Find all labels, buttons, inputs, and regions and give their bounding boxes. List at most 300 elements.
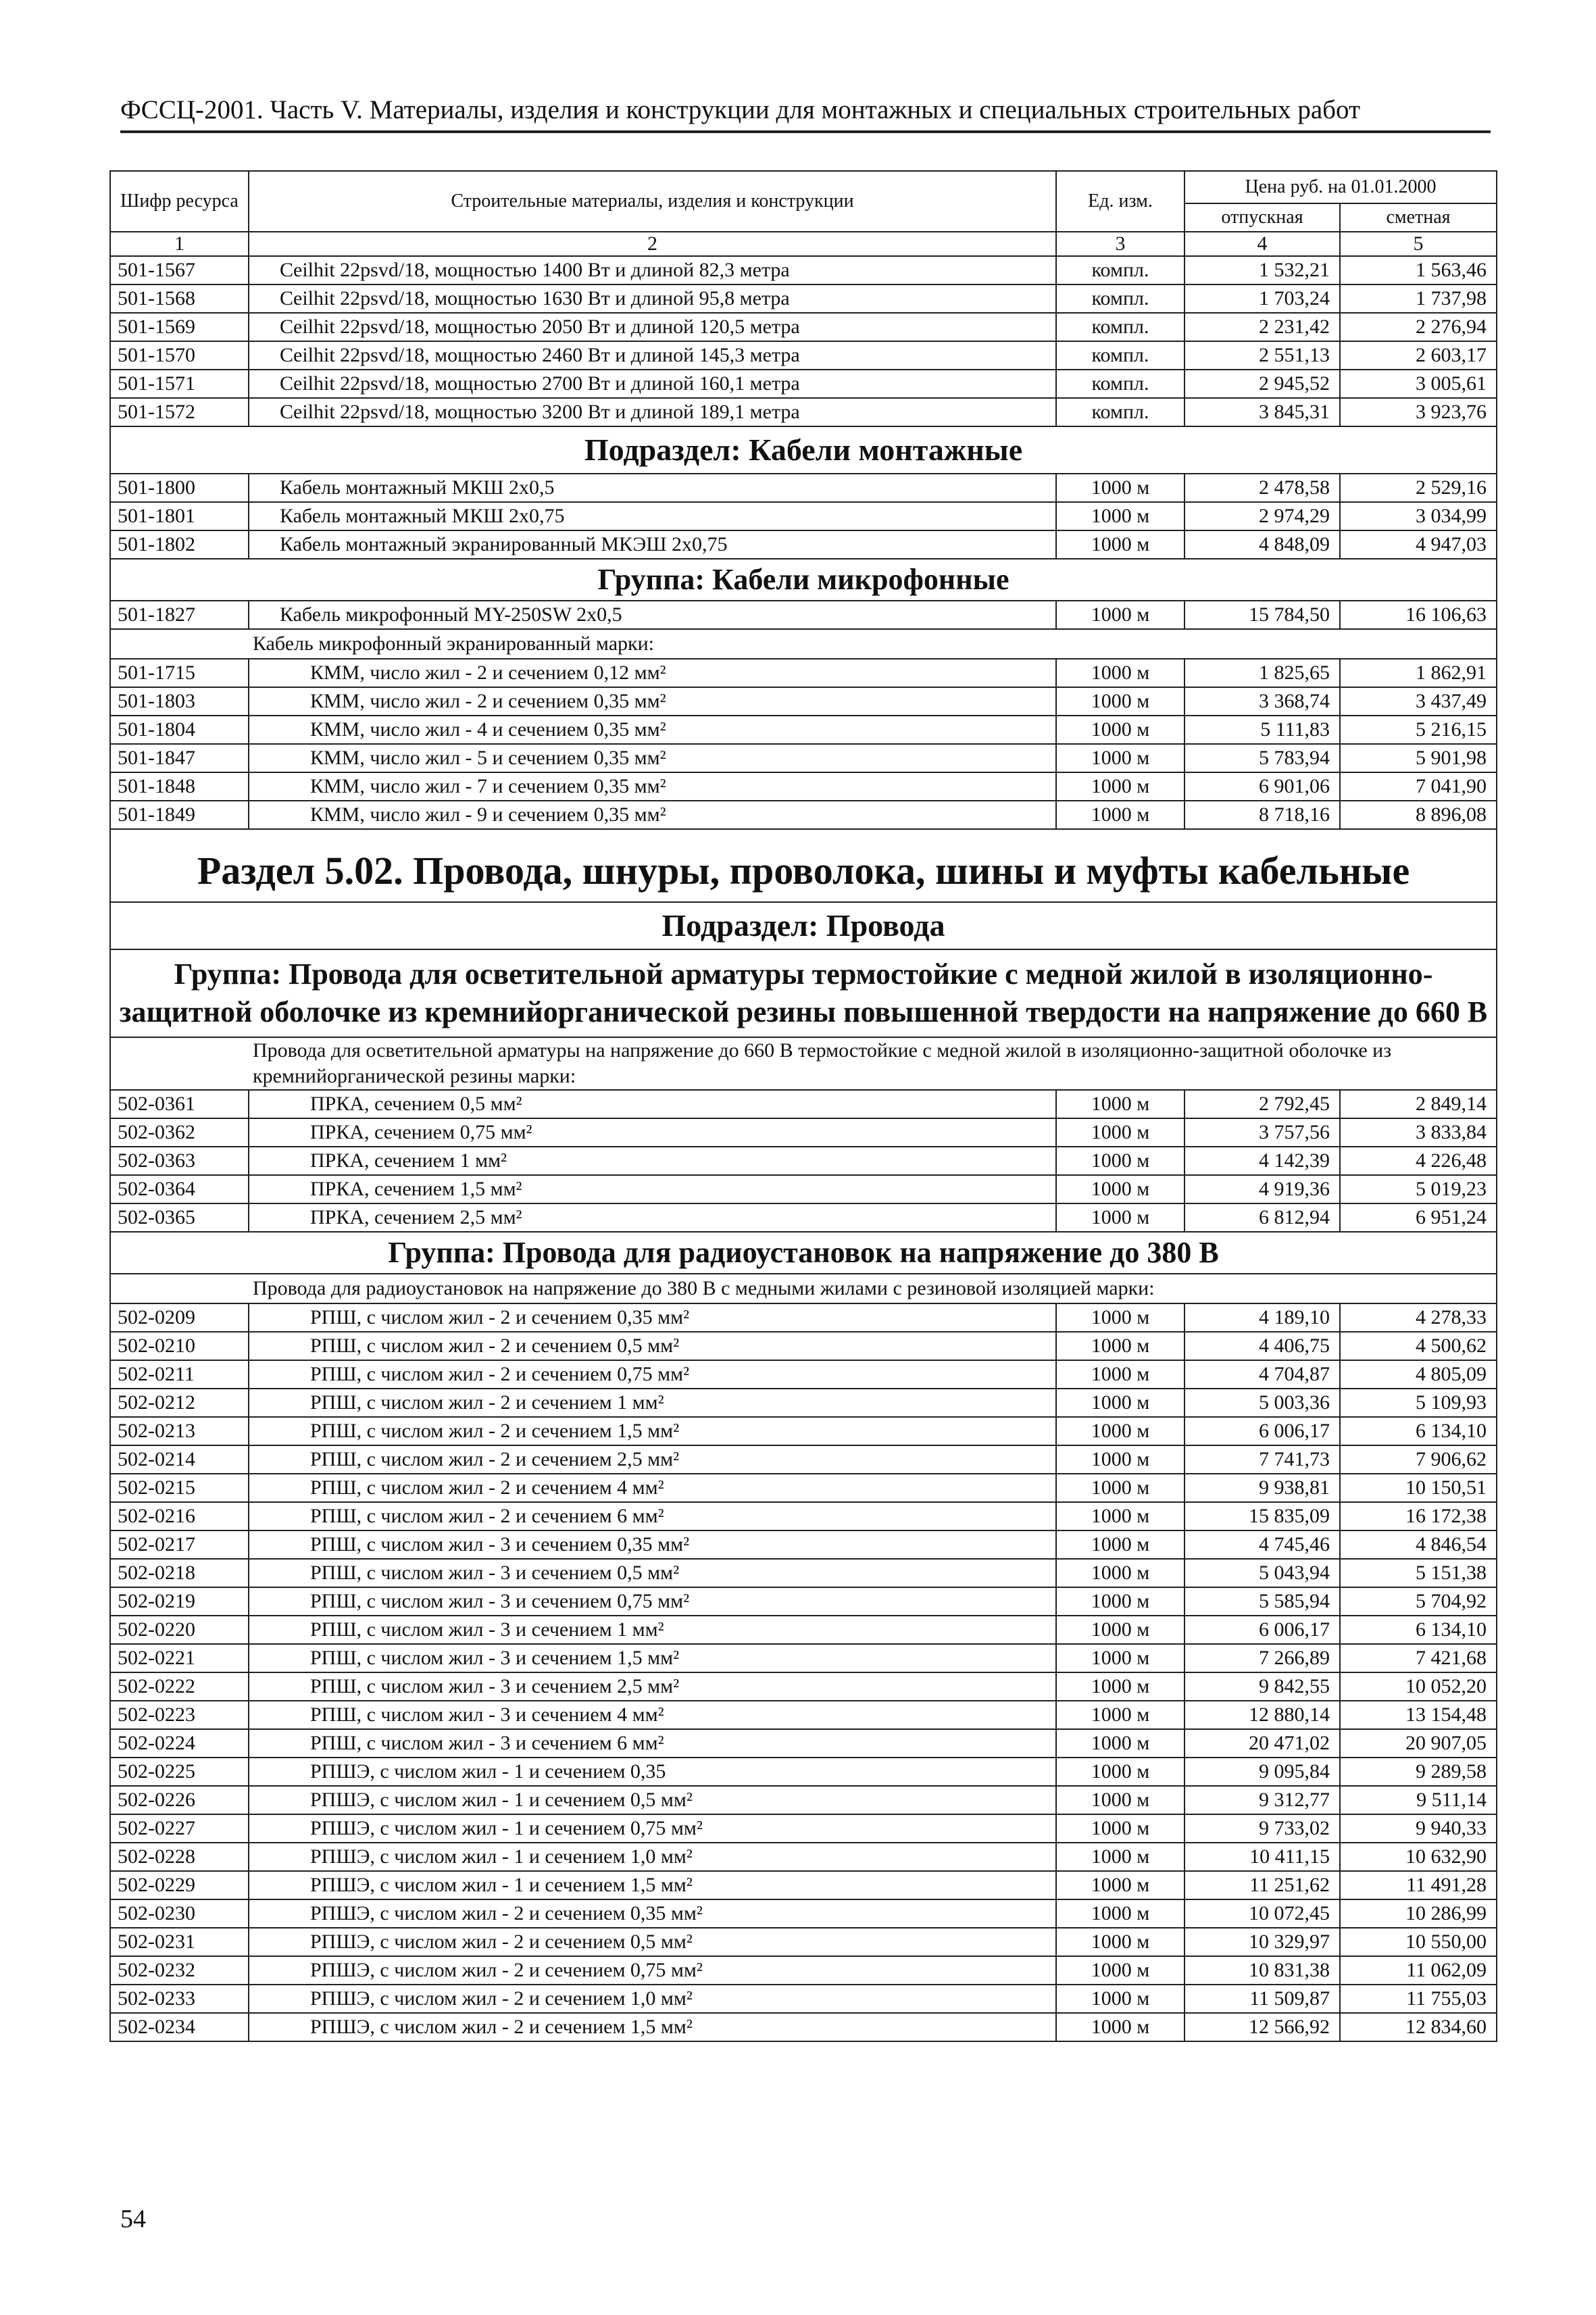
unit-of-measure: компл.	[1056, 256, 1184, 284]
material-name: ПРКА, сечением 1,5 мм²	[249, 1175, 1056, 1203]
resource-code: 502-0362	[110, 1118, 249, 1147]
release-price: 2 478,58	[1184, 474, 1340, 502]
note-text: Провода для осветительной арматуры на напряжение до 660 В термостойкие с медной жилой в изоляционно-защитной оболочке из кремнийорганической резины марки:	[110, 1037, 1497, 1090]
table-row	[110, 1090, 1497, 1118]
section-heading-row	[110, 829, 1497, 902]
estimate-price: 2 849,14	[1340, 1090, 1497, 1118]
resource-code: 502-0220	[110, 1616, 249, 1644]
material-name: РПШ, с числом жил - 3 и сечением 0,35 мм²	[249, 1530, 1056, 1559]
resource-code: 502-0225	[110, 1758, 249, 1786]
table-row	[110, 398, 1497, 426]
estimate-price: 13 154,48	[1340, 1701, 1497, 1729]
material-name: КММ, число жил - 4 и сечением 0,35 мм²	[249, 716, 1056, 744]
release-price: 15 784,50	[1184, 601, 1340, 629]
resource-code: 502-0223	[110, 1701, 249, 1729]
material-name: ПРКА, сечением 1 мм²	[249, 1147, 1056, 1175]
material-name: РПШ, с числом жил - 2 и сечением 6 мм²	[249, 1502, 1056, 1530]
material-name: РПШ, с числом жил - 3 и сечением 6 мм²	[249, 1729, 1056, 1758]
material-name: РПШЭ, с числом жил - 1 и сечением 1,5 мм²	[249, 1871, 1056, 1899]
table-row	[110, 1203, 1497, 1232]
unit-of-measure: 1000 м	[1056, 1090, 1184, 1118]
estimate-price: 4 500,62	[1340, 1332, 1497, 1360]
estimate-price: 7 421,68	[1340, 1644, 1497, 1672]
unit-of-measure: 1000 м	[1056, 1701, 1184, 1729]
resource-code: 501-1827	[110, 601, 249, 629]
unit-of-measure: 1000 м	[1056, 530, 1184, 559]
release-price: 2 974,29	[1184, 502, 1340, 530]
unit-of-measure: 1000 м	[1056, 1587, 1184, 1616]
unit-of-measure: компл.	[1056, 398, 1184, 426]
resource-code: 501-1802	[110, 530, 249, 559]
note-row	[110, 629, 1497, 659]
unit-of-measure: 1000 м	[1056, 1118, 1184, 1147]
material-name: КММ, число жил - 5 и сечением 0,35 мм²	[249, 744, 1056, 772]
resource-code: 502-0229	[110, 1871, 249, 1899]
release-price: 7 741,73	[1184, 1445, 1340, 1474]
material-name: Ceilhit 22psvd/18, мощностью 2050 Вт и длиной 120,5 метра	[249, 313, 1056, 341]
group-heading: Группа: Провода для осветительной арматуры термостойкие с медной жилой в изоляционно-защитной оболочке из кремнийорганической резины повышенной твердости на напряжение до 660 В	[110, 949, 1497, 1037]
release-price: 6 812,94	[1184, 1203, 1340, 1232]
material-name: Кабель монтажный МКШ 2х0,5	[249, 474, 1056, 502]
material-name: РПШЭ, с числом жил - 2 и сечением 1,5 мм²	[249, 2013, 1056, 2041]
release-price: 3 757,56	[1184, 1118, 1340, 1147]
unit-of-measure: 1000 м	[1056, 1729, 1184, 1758]
table-row	[110, 1899, 1497, 1928]
unit-of-measure: компл.	[1056, 284, 1184, 313]
release-price: 6 006,17	[1184, 1616, 1340, 1644]
estimate-price: 16 172,38	[1340, 1502, 1497, 1530]
table-row	[110, 1360, 1497, 1389]
release-price: 11 509,87	[1184, 1985, 1340, 2013]
unit-of-measure: 1000 м	[1056, 687, 1184, 716]
table-header-row	[110, 171, 1497, 203]
group-heading-row	[110, 559, 1497, 601]
release-price: 10 411,15	[1184, 1843, 1340, 1871]
material-name: РПШ, с числом жил - 3 и сечением 4 мм²	[249, 1701, 1056, 1729]
table-row	[110, 1644, 1497, 1672]
table-row	[110, 1147, 1497, 1175]
release-price: 3 845,31	[1184, 398, 1340, 426]
material-name: Ceilhit 22psvd/18, мощностью 2700 Вт и длиной 160,1 метра	[249, 370, 1056, 398]
resource-code: 502-0217	[110, 1530, 249, 1559]
table-row	[110, 772, 1497, 801]
material-name: КММ, число жил - 2 и сечением 0,12 мм²	[249, 659, 1056, 687]
table-row	[110, 1530, 1497, 1559]
resource-code: 502-0361	[110, 1090, 249, 1118]
table-row	[110, 601, 1497, 629]
resource-code: 502-0219	[110, 1587, 249, 1616]
estimate-price: 11 491,28	[1340, 1871, 1497, 1899]
release-price: 10 831,38	[1184, 1956, 1340, 1985]
unit-of-measure: 1000 м	[1056, 1928, 1184, 1956]
release-price: 12 880,14	[1184, 1701, 1340, 1729]
material-name: РПШ, с числом жил - 2 и сечением 4 мм²	[249, 1474, 1056, 1502]
resource-code: 502-0227	[110, 1814, 249, 1843]
estimate-price: 5 216,15	[1340, 716, 1497, 744]
subsection-heading-row	[110, 902, 1497, 949]
unit-of-measure: 1000 м	[1056, 1530, 1184, 1559]
release-price: 4 189,10	[1184, 1303, 1340, 1332]
unit-of-measure: 1000 м	[1056, 772, 1184, 801]
estimate-price: 1 737,98	[1340, 284, 1497, 313]
material-name: РПШ, с числом жил - 3 и сечением 1,5 мм²	[249, 1644, 1056, 1672]
resource-code: 502-0233	[110, 1985, 249, 2013]
release-price: 4 919,36	[1184, 1175, 1340, 1203]
table-row	[110, 1616, 1497, 1644]
table-row	[110, 1417, 1497, 1445]
release-price: 3 368,74	[1184, 687, 1340, 716]
resource-code: 502-0224	[110, 1729, 249, 1758]
table-row	[110, 1956, 1497, 1985]
unit-of-measure: 1000 м	[1056, 1843, 1184, 1871]
table-row	[110, 313, 1497, 341]
material-name: РПШЭ, с числом жил - 1 и сечением 0,35	[249, 1758, 1056, 1786]
release-price: 5 043,94	[1184, 1559, 1340, 1587]
table-row	[110, 502, 1497, 530]
note-text: Провода для радиоустановок на напряжение до 380 В с медными жилами с резиновой изоляцией марки:	[110, 1274, 1497, 1303]
release-price: 1 532,21	[1184, 256, 1340, 284]
estimate-price: 11 062,09	[1340, 1956, 1497, 1985]
unit-of-measure: 1000 м	[1056, 1332, 1184, 1360]
release-price: 9 842,55	[1184, 1672, 1340, 1701]
column-header-estimate: сметная	[1340, 203, 1497, 232]
table-row	[110, 659, 1497, 687]
estimate-price: 9 940,33	[1340, 1814, 1497, 1843]
estimate-price: 5 901,98	[1340, 744, 1497, 772]
estimate-price: 3 034,99	[1340, 502, 1497, 530]
release-price: 2 792,45	[1184, 1090, 1340, 1118]
material-name: РПШ, с числом жил - 2 и сечением 0,35 мм²	[249, 1303, 1056, 1332]
material-name: Ceilhit 22psvd/18, мощностью 2460 Вт и длиной 145,3 метра	[249, 341, 1056, 370]
material-name: КММ, число жил - 7 и сечением 0,35 мм²	[249, 772, 1056, 801]
unit-of-measure: 1000 м	[1056, 1502, 1184, 1530]
unit-of-measure: 1000 м	[1056, 1360, 1184, 1389]
estimate-price: 4 226,48	[1340, 1147, 1497, 1175]
unit-of-measure: 1000 м	[1056, 1644, 1184, 1672]
estimate-price: 2 529,16	[1340, 474, 1497, 502]
unit-of-measure: 1000 м	[1056, 1175, 1184, 1203]
material-name: Кабель микрофонный MY-250SW 2x0,5	[249, 601, 1056, 629]
table-row	[110, 284, 1497, 313]
estimate-price: 4 805,09	[1340, 1360, 1497, 1389]
column-number-row	[110, 232, 1497, 256]
estimate-price: 5 109,93	[1340, 1389, 1497, 1417]
section-heading: Раздел 5.02. Провода, шнуры, проволока, шины и муфты кабельные	[110, 829, 1497, 902]
resource-code: 501-1569	[110, 313, 249, 341]
estimate-price: 10 550,00	[1340, 1928, 1497, 1956]
release-price: 1 703,24	[1184, 284, 1340, 313]
estimate-price: 7 906,62	[1340, 1445, 1497, 1474]
material-name: ПРКА, сечением 0,5 мм²	[249, 1090, 1056, 1118]
unit-of-measure: 1000 м	[1056, 1899, 1184, 1928]
unit-of-measure: 1000 м	[1056, 1814, 1184, 1843]
estimate-price: 3 923,76	[1340, 398, 1497, 426]
resource-code: 502-0365	[110, 1203, 249, 1232]
release-price: 9 938,81	[1184, 1474, 1340, 1502]
estimate-price: 6 134,10	[1340, 1616, 1497, 1644]
resource-code: 502-0215	[110, 1474, 249, 1502]
unit-of-measure: 1000 м	[1056, 474, 1184, 502]
resource-code: 501-1804	[110, 716, 249, 744]
estimate-price: 5 019,23	[1340, 1175, 1497, 1203]
table-row	[110, 370, 1497, 398]
release-price: 2 231,42	[1184, 313, 1340, 341]
estimate-price: 3 833,84	[1340, 1118, 1497, 1147]
table-row	[110, 1701, 1497, 1729]
table-row	[110, 1445, 1497, 1474]
estimate-price: 8 896,08	[1340, 801, 1497, 829]
table-row	[110, 1118, 1497, 1147]
table-row	[110, 1814, 1497, 1843]
group-heading-row	[110, 949, 1497, 1037]
estimate-price: 3 005,61	[1340, 370, 1497, 398]
release-price: 12 566,92	[1184, 2013, 1340, 2041]
unit-of-measure: 1000 м	[1056, 1203, 1184, 1232]
resource-code: 501-1715	[110, 659, 249, 687]
unit-of-measure: 1000 м	[1056, 1786, 1184, 1814]
subsection-heading-row	[110, 426, 1497, 474]
estimate-price: 6 951,24	[1340, 1203, 1497, 1232]
unit-of-measure: 1000 м	[1056, 1616, 1184, 1644]
resource-code: 501-1568	[110, 284, 249, 313]
note-row	[110, 1274, 1497, 1303]
resource-code: 502-0231	[110, 1928, 249, 1956]
estimate-price: 7 041,90	[1340, 772, 1497, 801]
material-name: РПШ, с числом жил - 3 и сечением 1 мм²	[249, 1616, 1056, 1644]
estimate-price: 10 632,90	[1340, 1843, 1497, 1871]
release-price: 6 006,17	[1184, 1417, 1340, 1445]
column-number: 2	[249, 232, 1056, 256]
table-row	[110, 1559, 1497, 1587]
table-row	[110, 687, 1497, 716]
estimate-price: 9 511,14	[1340, 1786, 1497, 1814]
unit-of-measure: 1000 м	[1056, 1445, 1184, 1474]
estimate-price: 20 907,05	[1340, 1729, 1497, 1758]
estimate-price: 12 834,60	[1340, 2013, 1497, 2041]
table-body	[110, 256, 1497, 2041]
column-number: 1	[110, 232, 249, 256]
material-name: Кабель монтажный МКШ 2х0,75	[249, 502, 1056, 530]
material-name: КММ, число жил - 2 и сечением 0,35 мм²	[249, 687, 1056, 716]
release-price: 2 551,13	[1184, 341, 1340, 370]
table-row	[110, 1303, 1497, 1332]
price-table-container	[109, 170, 1496, 2042]
resource-code: 502-0232	[110, 1956, 249, 1985]
material-name: РПШ, с числом жил - 2 и сечением 2,5 мм²	[249, 1445, 1056, 1474]
estimate-price: 9 289,58	[1340, 1758, 1497, 1786]
release-price: 7 266,89	[1184, 1644, 1340, 1672]
table-row	[110, 1758, 1497, 1786]
estimate-price: 10 052,20	[1340, 1672, 1497, 1701]
unit-of-measure: 1000 м	[1056, 659, 1184, 687]
release-price: 8 718,16	[1184, 801, 1340, 829]
resource-code: 502-0210	[110, 1332, 249, 1360]
release-price: 5 003,36	[1184, 1389, 1340, 1417]
resource-code: 502-0363	[110, 1147, 249, 1175]
resource-code: 501-1572	[110, 398, 249, 426]
unit-of-measure: 1000 м	[1056, 1672, 1184, 1701]
release-price: 4 704,87	[1184, 1360, 1340, 1389]
material-name: РПШЭ, с числом жил - 2 и сечением 0,5 мм²	[249, 1928, 1056, 1956]
subsection-heading: Подраздел: Провода	[110, 902, 1497, 949]
resource-code: 502-0364	[110, 1175, 249, 1203]
group-heading: Группа: Кабели микрофонные	[110, 559, 1497, 601]
release-price: 6 901,06	[1184, 772, 1340, 801]
estimate-price: 4 846,54	[1340, 1530, 1497, 1559]
estimate-price: 4 947,03	[1340, 530, 1497, 559]
resource-code: 502-0226	[110, 1786, 249, 1814]
price-table	[109, 170, 1497, 2042]
column-number: 3	[1056, 232, 1184, 256]
unit-of-measure: 1000 м	[1056, 1956, 1184, 1985]
unit-of-measure: 1000 м	[1056, 1389, 1184, 1417]
column-number: 4	[1184, 232, 1340, 256]
subsection-heading: Подраздел: Кабели монтажные	[110, 426, 1497, 474]
release-price: 4 745,46	[1184, 1530, 1340, 1559]
estimate-price: 2 276,94	[1340, 313, 1497, 341]
group-heading-row	[110, 1232, 1497, 1274]
table-row	[110, 341, 1497, 370]
column-header-code: Шифр ресурса	[110, 171, 249, 232]
table-row	[110, 1928, 1497, 1956]
resource-code: 502-0211	[110, 1360, 249, 1389]
table-row	[110, 530, 1497, 559]
material-name: РПШ, с числом жил - 3 и сечением 0,5 мм²	[249, 1559, 1056, 1587]
release-price: 4 142,39	[1184, 1147, 1340, 1175]
estimate-price: 5 151,38	[1340, 1559, 1497, 1587]
material-name: РПШ, с числом жил - 2 и сечением 1 мм²	[249, 1389, 1056, 1417]
unit-of-measure: 1000 м	[1056, 1474, 1184, 1502]
estimate-price: 16 106,63	[1340, 601, 1497, 629]
resource-code: 502-0228	[110, 1843, 249, 1871]
material-name: ПРКА, сечением 2,5 мм²	[249, 1203, 1056, 1232]
unit-of-measure: 1000 м	[1056, 2013, 1184, 2041]
unit-of-measure: 1000 м	[1056, 502, 1184, 530]
resource-code: 501-1801	[110, 502, 249, 530]
table-row	[110, 1175, 1497, 1203]
table-row	[110, 1389, 1497, 1417]
unit-of-measure: компл.	[1056, 313, 1184, 341]
release-price: 4 406,75	[1184, 1332, 1340, 1360]
unit-of-measure: 1000 м	[1056, 801, 1184, 829]
resource-code: 502-0214	[110, 1445, 249, 1474]
release-price: 5 783,94	[1184, 744, 1340, 772]
resource-code: 502-0221	[110, 1644, 249, 1672]
resource-code: 502-0234	[110, 2013, 249, 2041]
material-name: РПШЭ, с числом жил - 2 и сечением 0,75 мм²	[249, 1956, 1056, 1985]
resource-code: 501-1570	[110, 341, 249, 370]
release-price: 5 111,83	[1184, 716, 1340, 744]
material-name: РПШ, с числом жил - 3 и сечением 2,5 мм²	[249, 1672, 1056, 1701]
release-price: 1 825,65	[1184, 659, 1340, 687]
resource-code: 501-1567	[110, 256, 249, 284]
column-header-price: Цена руб. на 01.01.2000	[1184, 171, 1497, 203]
release-price: 20 471,02	[1184, 1729, 1340, 1758]
estimate-price: 4 278,33	[1340, 1303, 1497, 1332]
unit-of-measure: 1000 м	[1056, 716, 1184, 744]
estimate-price: 10 286,99	[1340, 1899, 1497, 1928]
table-row	[110, 1985, 1497, 2013]
resource-code: 501-1849	[110, 801, 249, 829]
table-row	[110, 716, 1497, 744]
material-name: РПШ, с числом жил - 2 и сечением 0,75 мм²	[249, 1360, 1056, 1389]
resource-code: 502-0230	[110, 1899, 249, 1928]
material-name: РПШ, с числом жил - 3 и сечением 0,75 мм²	[249, 1587, 1056, 1616]
resource-code: 502-0216	[110, 1502, 249, 1530]
material-name: РПШ, с числом жил - 2 и сечением 1,5 мм²	[249, 1417, 1056, 1445]
unit-of-measure: 1000 м	[1056, 1559, 1184, 1587]
table-row	[110, 744, 1497, 772]
material-name: РПШ, с числом жил - 2 и сечением 0,5 мм²	[249, 1332, 1056, 1360]
estimate-price: 1 862,91	[1340, 659, 1497, 687]
release-price: 9 095,84	[1184, 1758, 1340, 1786]
release-price: 11 251,62	[1184, 1871, 1340, 1899]
table-row	[110, 1332, 1497, 1360]
estimate-price: 2 603,17	[1340, 341, 1497, 370]
resource-code: 501-1800	[110, 474, 249, 502]
release-price: 4 848,09	[1184, 530, 1340, 559]
estimate-price: 5 704,92	[1340, 1587, 1497, 1616]
unit-of-measure: 1000 м	[1056, 1147, 1184, 1175]
release-price: 10 329,97	[1184, 1928, 1340, 1956]
table-row	[110, 474, 1497, 502]
resource-code: 502-0222	[110, 1672, 249, 1701]
unit-of-measure: 1000 м	[1056, 1985, 1184, 2013]
material-name: РПШЭ, с числом жил - 2 и сечением 0,35 мм²	[249, 1899, 1056, 1928]
resource-code: 501-1848	[110, 772, 249, 801]
resource-code: 502-0218	[110, 1559, 249, 1587]
release-price: 10 072,45	[1184, 1899, 1340, 1928]
table-row	[110, 1672, 1497, 1701]
material-name: РПШЭ, с числом жил - 1 и сечением 0,5 мм²	[249, 1786, 1056, 1814]
material-name: КММ, число жил - 9 и сечением 0,35 мм²	[249, 801, 1056, 829]
material-name: Ceilhit 22psvd/18, мощностью 3200 Вт и длиной 189,1 метра	[249, 398, 1056, 426]
table-row	[110, 256, 1497, 284]
material-name: РПШЭ, с числом жил - 1 и сечением 1,0 мм²	[249, 1843, 1056, 1871]
table-row	[110, 1786, 1497, 1814]
estimate-price: 11 755,03	[1340, 1985, 1497, 2013]
estimate-price: 3 437,49	[1340, 687, 1497, 716]
resource-code: 501-1571	[110, 370, 249, 398]
column-header-name: Строительные материалы, изделия и конструкции	[249, 171, 1056, 232]
table-row	[110, 1871, 1497, 1899]
unit-of-measure: 1000 м	[1056, 601, 1184, 629]
group-heading: Группа: Провода для радиоустановок на напряжение до 380 В	[110, 1232, 1497, 1274]
resource-code: 501-1803	[110, 687, 249, 716]
table-row	[110, 1587, 1497, 1616]
estimate-price: 1 563,46	[1340, 256, 1497, 284]
unit-of-measure: 1000 м	[1056, 1417, 1184, 1445]
unit-of-measure: 1000 м	[1056, 744, 1184, 772]
release-price: 15 835,09	[1184, 1502, 1340, 1530]
resource-code: 502-0213	[110, 1417, 249, 1445]
material-name: РПШЭ, с числом жил - 1 и сечением 0,75 мм²	[249, 1814, 1056, 1843]
page-header: ФССЦ-2001. Часть V. Материалы, изделия и конструкции для монтажных и специальных строительных работ	[120, 95, 1491, 133]
table-row	[110, 1843, 1497, 1871]
note-row	[110, 1037, 1497, 1090]
material-name: Кабель монтажный экранированный МКЭШ 2х0,75	[249, 530, 1056, 559]
table-row	[110, 1502, 1497, 1530]
release-price: 9 733,02	[1184, 1814, 1340, 1843]
table-row	[110, 2013, 1497, 2041]
unit-of-measure: компл.	[1056, 341, 1184, 370]
estimate-price: 10 150,51	[1340, 1474, 1497, 1502]
release-price: 9 312,77	[1184, 1786, 1340, 1814]
release-price: 5 585,94	[1184, 1587, 1340, 1616]
note-text: Кабель микрофонный экранированный марки:	[110, 629, 1497, 659]
material-name: Ceilhit 22psvd/18, мощностью 1630 Вт и длиной 95,8 метра	[249, 284, 1056, 313]
resource-code: 502-0212	[110, 1389, 249, 1417]
